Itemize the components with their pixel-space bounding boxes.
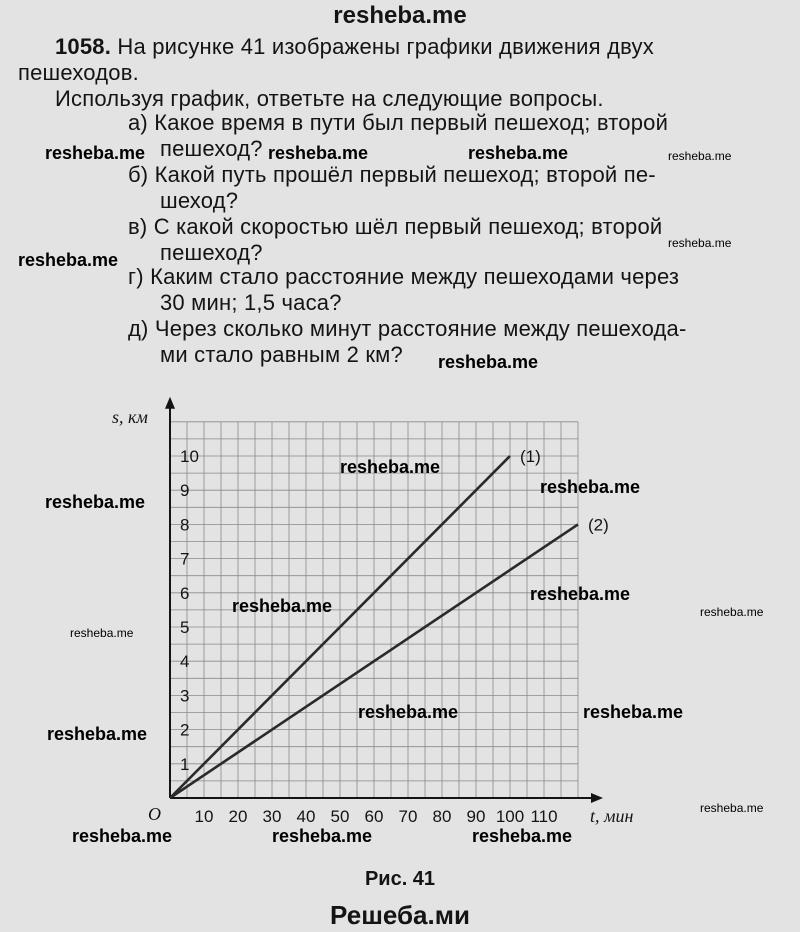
problem-number: 1058.	[55, 34, 112, 59]
watermark: resheba.me	[232, 596, 333, 616]
x-tick-label: 20	[228, 807, 248, 826]
watermark: resheba.me	[668, 149, 732, 163]
watermark: resheba.me	[668, 236, 732, 250]
chart-ticks	[180, 447, 558, 826]
watermark: resheba.me	[72, 826, 173, 846]
origin-label: O	[148, 804, 161, 824]
y-tick-label: 3	[180, 686, 190, 706]
question-e-line-2: ми стало равным 2 км?	[160, 342, 403, 367]
x-tick-label: 110	[530, 807, 558, 826]
y-tick-label: 4	[180, 652, 190, 672]
watermark: resheba.me	[468, 143, 569, 163]
y-tick-label: 8	[180, 515, 190, 535]
watermark: resheba.me	[700, 801, 764, 815]
question-a-line-1: а) Какое время в пути был первый пешеход; второй	[128, 110, 669, 135]
y-tick-label: 2	[180, 720, 190, 740]
watermark: resheba.me	[45, 143, 146, 163]
x-tick-label: 90	[466, 807, 486, 826]
watermark: resheba.me	[583, 702, 684, 722]
series-label-1: (1)	[520, 447, 541, 466]
series-label-2: (2)	[588, 515, 609, 535]
figure-caption: Рис. 41	[364, 868, 436, 890]
watermark: resheba.me	[472, 826, 573, 846]
chart-series	[170, 447, 609, 798]
x-axis-arrow	[591, 793, 603, 803]
y-axis-label: s, км	[112, 406, 148, 427]
y-axis-arrow	[165, 397, 175, 409]
watermark: resheba.me	[47, 724, 148, 744]
y-tick-label: 6	[180, 583, 190, 603]
x-tick-label: 100	[495, 807, 525, 826]
watermark: resheba.me	[45, 492, 146, 512]
question-c-line-1: в) С какой скоростью шёл первый пешеход; второй	[128, 214, 663, 239]
x-tick-label: 50	[330, 807, 350, 826]
problem-intro-line-2: пешеходов.	[18, 60, 139, 85]
question-a-line-2: пешеход?	[160, 136, 263, 161]
y-tick-label: 9	[180, 481, 190, 501]
y-tick-label: 7	[180, 549, 190, 569]
watermark: resheba.me	[358, 702, 459, 722]
question-b-line-1: б) Какой путь прошёл первый пешеход; второй пе-	[128, 162, 656, 187]
watermark: resheba.me	[18, 250, 119, 270]
watermark: resheba.me	[700, 605, 764, 619]
x-tick-label: 80	[432, 807, 452, 826]
x-tick-label: 60	[364, 807, 384, 826]
watermark: resheba.me	[530, 584, 631, 604]
question-d-line-2: 30 мин; 1,5 часа?	[160, 290, 342, 315]
y-tick-label: 5	[180, 618, 190, 637]
watermark: resheba.me	[438, 352, 539, 372]
x-tick-label: 40	[296, 807, 316, 826]
question-b-line-2: шеход?	[160, 188, 239, 213]
problem-intro-line-3: Используя график, ответьте на следующие вопросы.	[55, 86, 604, 111]
question-d-line-1: г) Каким стало расстояние между пешеходами через	[128, 264, 680, 289]
watermark: resheba.me	[70, 626, 134, 640]
y-tick-label: 10	[180, 447, 199, 466]
x-axis-label: t, мин	[590, 806, 634, 826]
question-e-line-1: д) Через сколько минут расстояние между пешехода-	[128, 316, 687, 341]
watermark: resheba.me	[268, 143, 369, 163]
y-tick-label: 1	[180, 754, 190, 774]
site-footer: Решеба.ми	[330, 900, 470, 930]
x-tick-label: 10	[194, 807, 214, 826]
question-c-line-2: пешеход?	[160, 240, 263, 265]
watermark: resheba.me	[340, 457, 441, 477]
watermark: resheba.me	[272, 826, 373, 846]
x-tick-label: 30	[262, 807, 282, 826]
x-tick-label: 70	[398, 807, 418, 826]
problem-intro-text: На рисунке 41 изображены графики движения двух	[117, 34, 654, 59]
site-header: resheba.me	[333, 2, 467, 29]
watermark: resheba.me	[540, 477, 641, 497]
